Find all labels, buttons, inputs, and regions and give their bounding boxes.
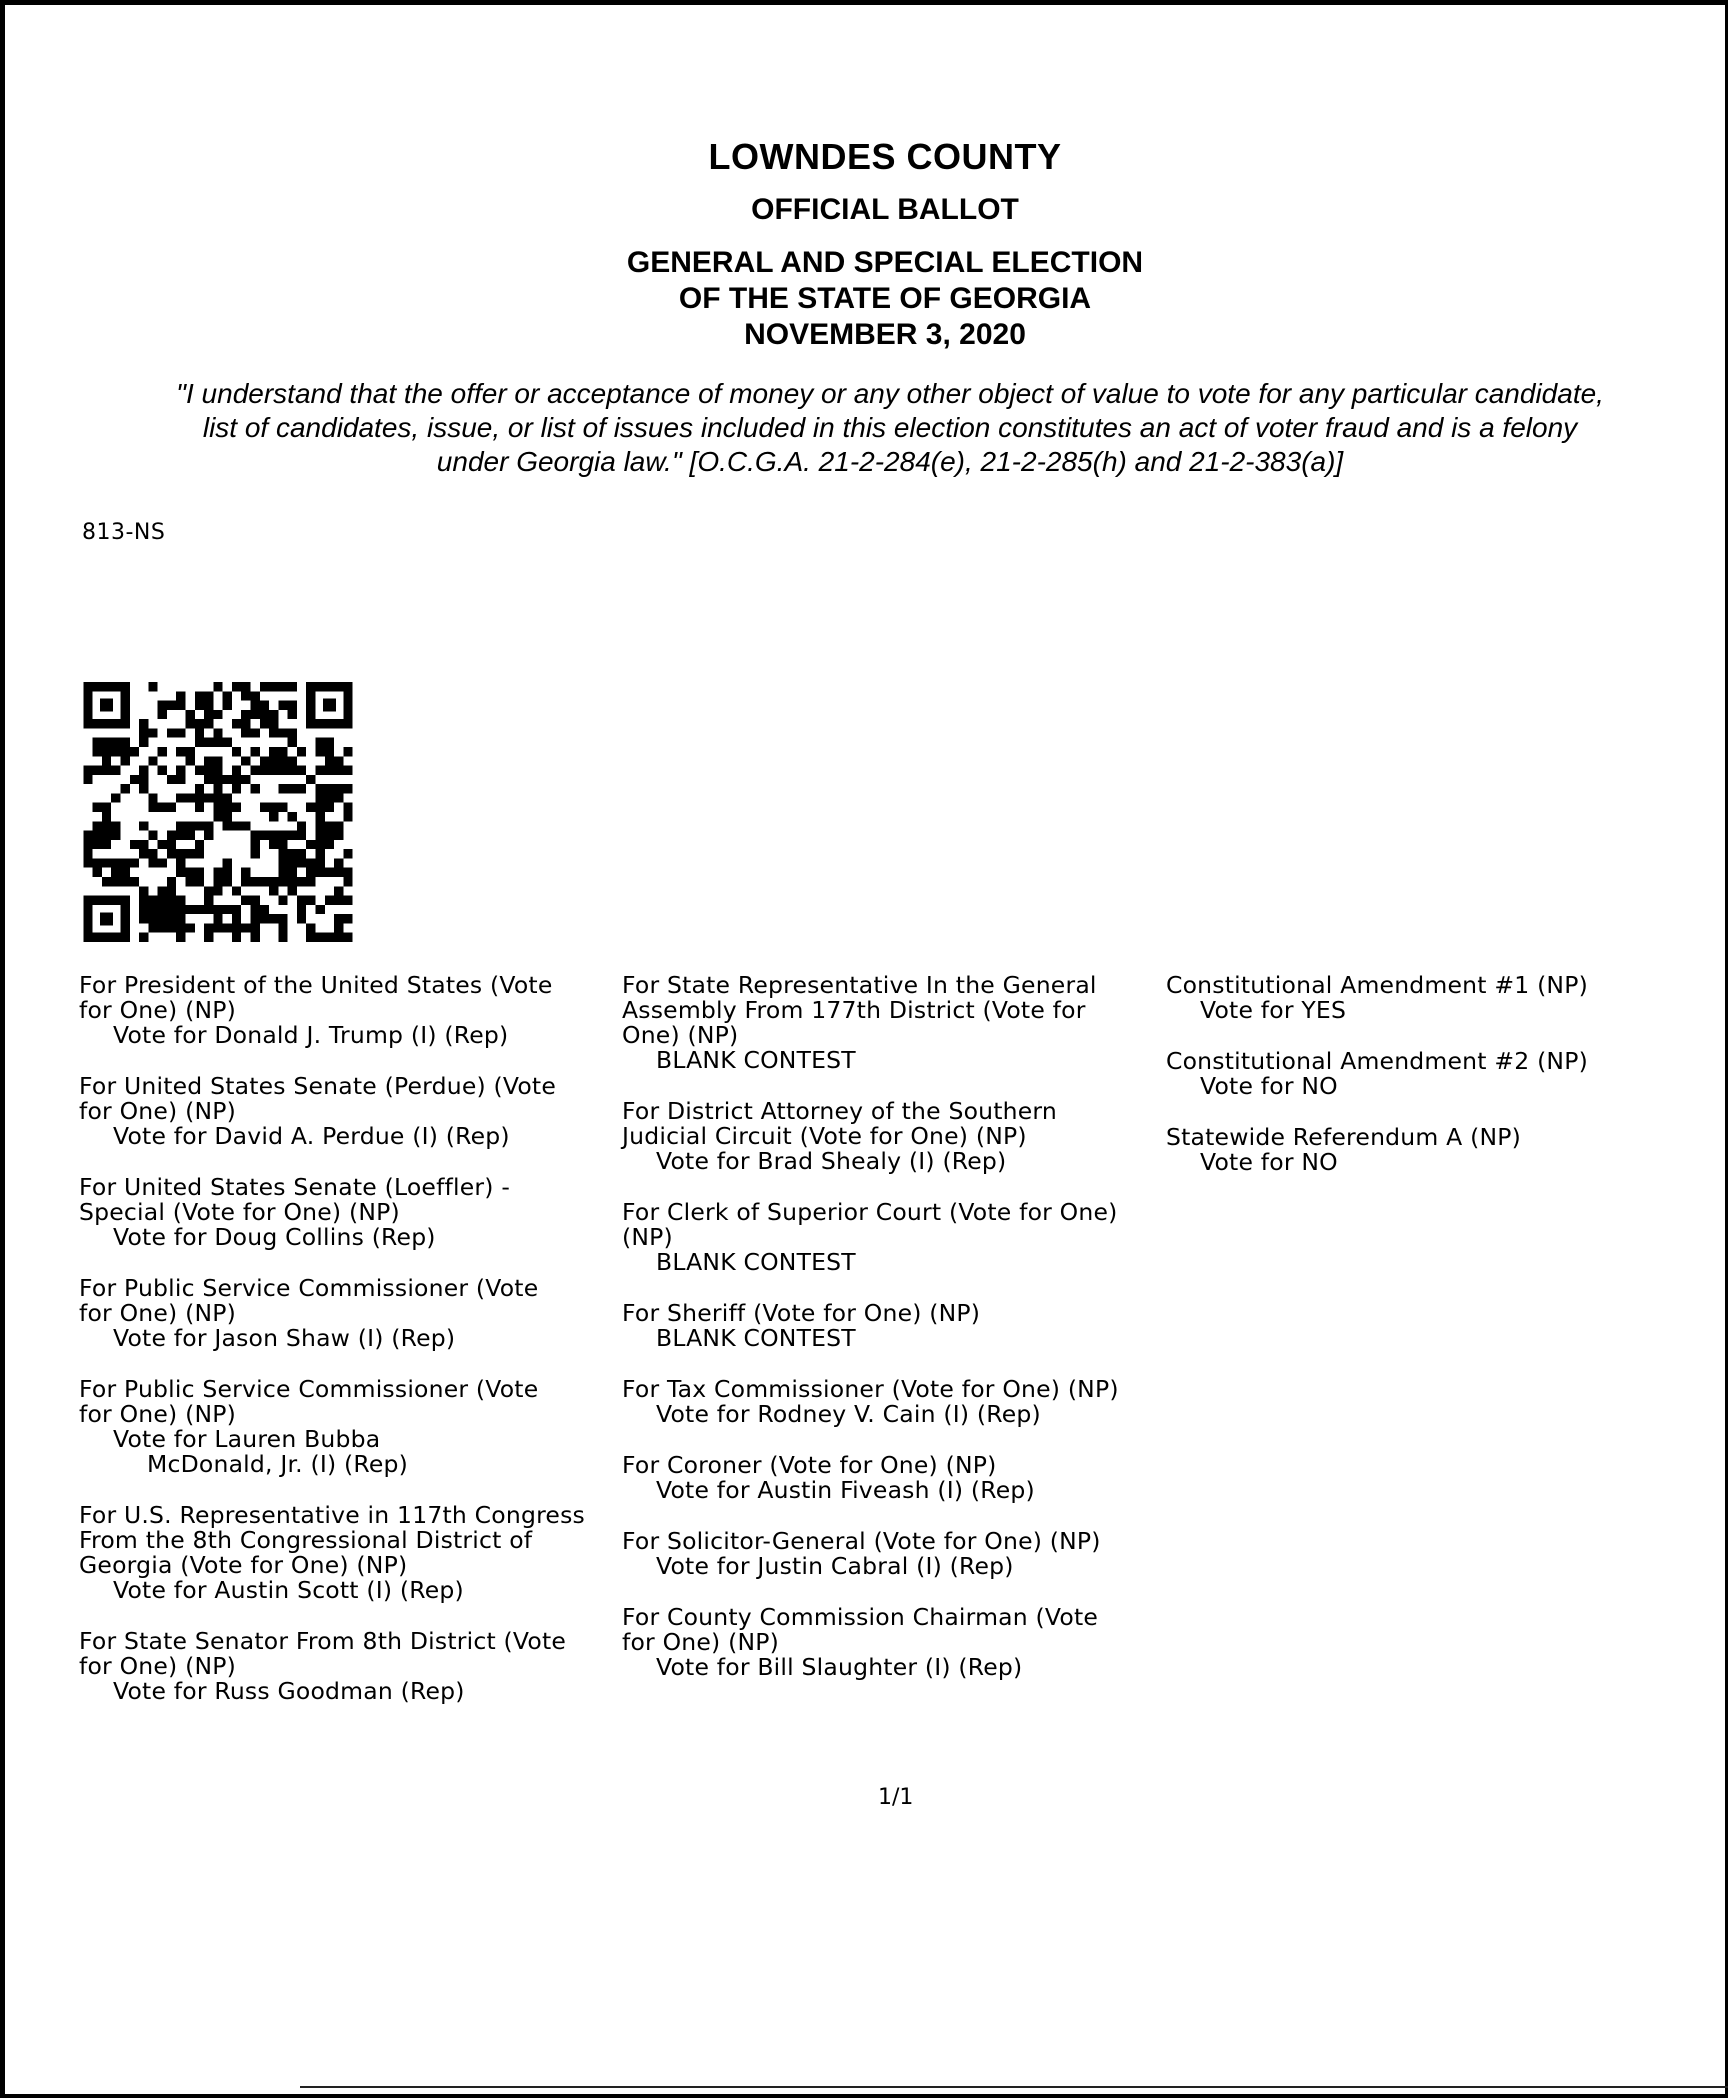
voter-oath	[70, 377, 1710, 479]
race-title-line: (NP)	[622, 1223, 673, 1251]
race-entry	[622, 1605, 1167, 1680]
race-title-line: For Public Service Commissioner (Vote	[79, 1375, 539, 1403]
race-title-line: Constitutional Amendment #2 (NP)	[1166, 1047, 1588, 1075]
race-title-line: For Coroner (Vote for One) (NP)	[622, 1451, 997, 1479]
race-title-line: for One) (NP)	[79, 996, 236, 1024]
race-entry	[79, 1377, 609, 1477]
race-entry	[622, 1200, 1167, 1275]
race-entry	[622, 1529, 1167, 1579]
race-entry	[79, 1503, 609, 1603]
race-entry	[79, 973, 609, 1048]
race-entry	[1166, 973, 1686, 1023]
vote-selection-continued: McDonald, Jr. (I) (Rep)	[147, 1450, 409, 1478]
election-name-line2: OF THE STATE OF GEORGIA	[678, 282, 1092, 315]
vote-selection: Vote for NO	[1200, 1148, 1338, 1176]
page-number: 1/1	[878, 1785, 914, 1810]
vote-selection: BLANK CONTEST	[656, 1324, 856, 1352]
vote-selection: BLANK CONTEST	[656, 1248, 856, 1276]
race-title-line: For United States Senate (Perdue) (Vote	[79, 1072, 556, 1100]
vote-selection: Vote for Russ Goodman (Rep)	[113, 1677, 465, 1705]
race-entry	[79, 1629, 609, 1704]
race-entry	[79, 1175, 609, 1250]
race-title-line: For Solicitor-General (Vote for One) (NP)	[622, 1527, 1101, 1555]
oath-line: under Georgia law." [O.C.G.A. 21-2-284(e), 21-2-285(h) and 21-2-383(a)]	[436, 446, 1344, 477]
race-title-line: Georgia (Vote for One) (NP)	[79, 1551, 408, 1579]
race-title-line: For Clerk of Superior Court (Vote for One)	[622, 1198, 1118, 1226]
race-entry	[79, 1074, 609, 1149]
race-title-line: Constitutional Amendment #1 (NP)	[1166, 971, 1588, 999]
vote-selection: Vote for Donald J. Trump (I) (Rep)	[113, 1021, 509, 1049]
vote-selection: Vote for Rodney V. Cain (I) (Rep)	[656, 1400, 1041, 1428]
race-title-line: From the 8th Congressional District of	[79, 1526, 533, 1554]
race-title-line: Special (Vote for One) (NP)	[79, 1198, 400, 1226]
bottom-rule	[300, 2086, 1728, 2088]
column-3	[1166, 973, 1686, 1201]
race-title-line: For President of the United States (Vote	[79, 971, 553, 999]
ballot-style-code: 813-NS	[82, 520, 166, 545]
race-title-line: For U.S. Representative in 117th Congress	[79, 1501, 585, 1529]
vote-selection: Vote for Austin Scott (I) (Rep)	[113, 1576, 464, 1604]
scan-border-top	[0, 0, 1728, 5]
election-name-line1: GENERAL AND SPECIAL ELECTION	[626, 246, 1144, 279]
vote-selection: Vote for Lauren Bubba	[113, 1425, 381, 1453]
race-title-line: For Sheriff (Vote for One) (NP)	[622, 1299, 981, 1327]
race-title-line: For State Representative In the General	[622, 971, 1097, 999]
race-entry	[622, 973, 1167, 1073]
oath-line: list of candidates, issue, or list of issues included in this election constitutes an act of voter fraud and is a felony	[202, 412, 1578, 443]
qr-code-icon	[82, 682, 354, 942]
race-entry	[622, 1377, 1167, 1427]
scan-border-bottom	[0, 2094, 1728, 2098]
race-title-line: For State Senator From 8th District (Vote	[79, 1627, 567, 1655]
ballot-header	[0, 135, 1728, 353]
race-title-line: One) (NP)	[622, 1021, 739, 1049]
race-entry	[622, 1099, 1167, 1174]
race-title-line: For County Commission Chairman (Vote	[622, 1603, 1099, 1631]
vote-selection: Vote for David A. Perdue (I) (Rep)	[113, 1122, 510, 1150]
election-date: NOVEMBER 3, 2020	[744, 318, 1026, 351]
race-title-line: for One) (NP)	[79, 1299, 236, 1327]
race-title-line: Judicial Circuit (Vote for One) (NP)	[622, 1122, 1027, 1150]
race-title-line: For District Attorney of the Southern	[622, 1097, 1057, 1125]
race-entry	[1166, 1125, 1686, 1175]
vote-selection: Vote for Jason Shaw (I) (Rep)	[113, 1324, 456, 1352]
vote-selection: Vote for Bill Slaughter (I) (Rep)	[656, 1653, 1023, 1681]
column-1	[79, 973, 609, 1730]
vote-selection: BLANK CONTEST	[656, 1046, 856, 1074]
vote-selection: Vote for Brad Shealy (I) (Rep)	[656, 1147, 1007, 1175]
ballot-type: OFFICIAL BALLOT	[751, 193, 1019, 226]
race-title-line: for One) (NP)	[79, 1097, 236, 1125]
race-title-line: Statewide Referendum A (NP)	[1166, 1123, 1521, 1151]
race-title-line: for One) (NP)	[622, 1628, 779, 1656]
race-title-line: For Public Service Commissioner (Vote	[79, 1274, 539, 1302]
vote-selection: Vote for Austin Fiveash (I) (Rep)	[656, 1476, 1035, 1504]
vote-selection: Vote for Justin Cabral (I) (Rep)	[656, 1552, 1014, 1580]
race-entry	[79, 1276, 609, 1351]
vote-selection: Vote for NO	[1200, 1072, 1338, 1100]
oath-line: "I understand that the offer or acceptance of money or any other object of value to vote for any particular candidate,	[176, 378, 1604, 409]
county-title: LOWNDES COUNTY	[708, 136, 1062, 177]
race-title-line: For United States Senate (Loeffler) -	[79, 1173, 510, 1201]
vote-selection: Vote for YES	[1200, 996, 1347, 1024]
race-entry	[622, 1301, 1167, 1351]
race-title-line: for One) (NP)	[79, 1400, 236, 1428]
race-entry	[622, 1453, 1167, 1503]
column-2	[622, 973, 1167, 1706]
race-title-line: Assembly From 177th District (Vote for	[622, 996, 1086, 1024]
race-title-line: for One) (NP)	[79, 1652, 236, 1680]
vote-selection: Vote for Doug Collins (Rep)	[113, 1223, 436, 1251]
race-title-line: For Tax Commissioner (Vote for One) (NP)	[622, 1375, 1119, 1403]
race-entry	[1166, 1049, 1686, 1099]
